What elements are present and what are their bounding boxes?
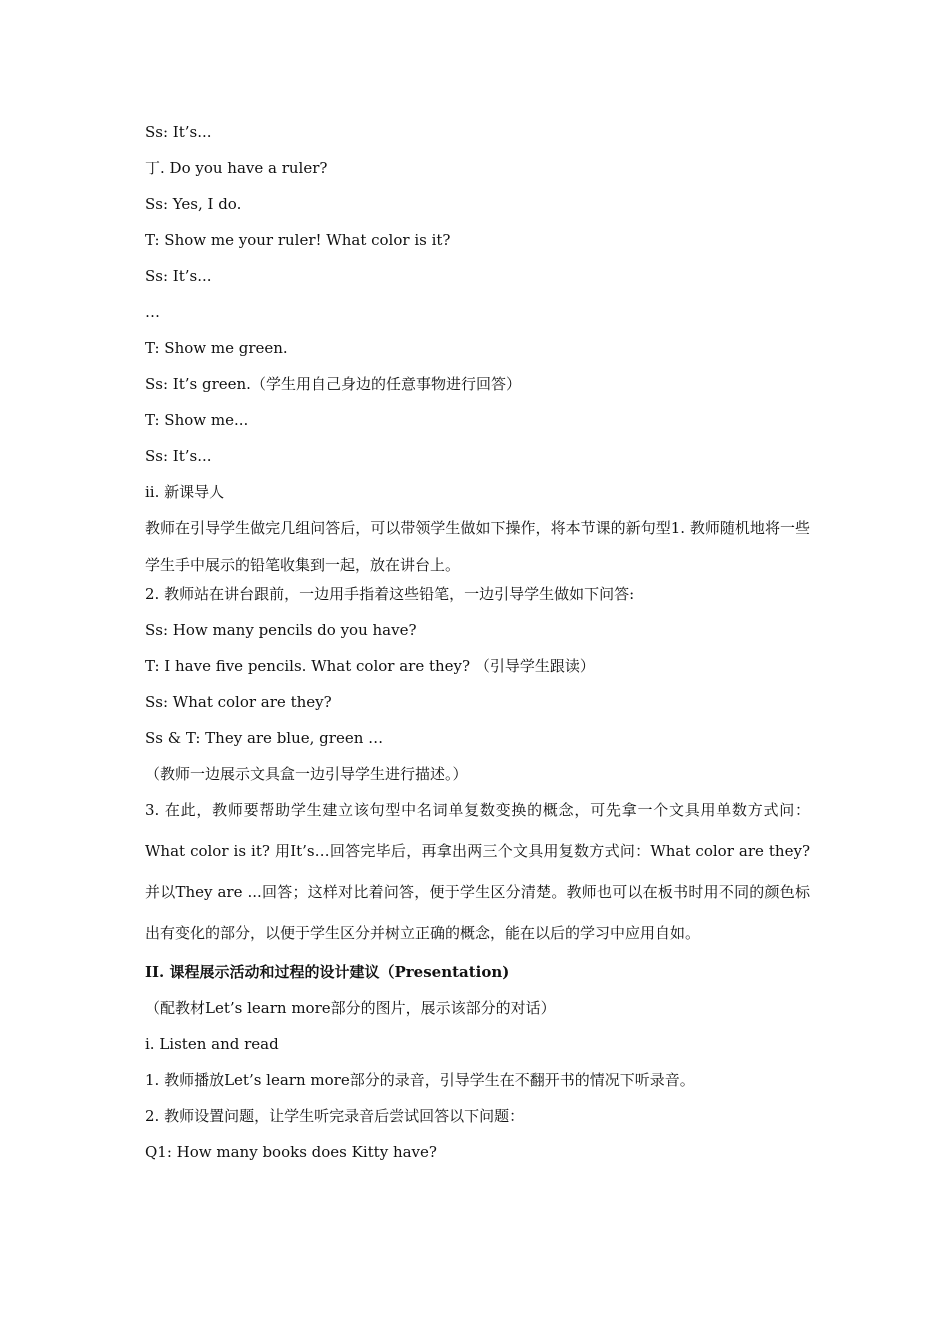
- dialogue-line: Ss: It’s green.（学生用自己身边的任意事物进行回答）: [145, 375, 521, 393]
- section-heading: II. 课程展示活动和过程的设计建议（Presentation): [145, 963, 510, 981]
- paragraph-line: 1. 教师播放Let’s learn more部分的录音，引导学生在不翻开书的情况下听录音。: [145, 1071, 695, 1089]
- dialogue-line: Ss: Yes, I do.: [145, 195, 242, 213]
- question-line: Q1: How many books does Kitty have?: [145, 1143, 437, 1161]
- dialogue-line: T: Show me your ruler! What color is it?: [145, 231, 451, 249]
- dialogue-line: T: Show me...: [145, 411, 249, 429]
- dialogue-line: Ss: It’s...: [145, 267, 212, 285]
- dialogue-line: Ss & T: They are blue, green …: [145, 729, 384, 747]
- dialogue-line: Ss: How many pencils do you have?: [145, 621, 417, 639]
- paragraph: 3. 在此，教师要帮助学生建立该句型中名词单复数变换的概念，可先拿一个文具用单数方式问：What color is it? 用It’s…回答完毕后，再拿出两三个文具用复数方式问：What color are they? 并以They are ...回答；这样对比着问答，便于学生区分清楚。教师也可以在板书时用不同的颜色标出有变化的部分，以便于学生区分并树立正确的概念，能在以后的学习中应用自如。: [145, 801, 810, 942]
- dialogue-line: T: Show me green.: [145, 339, 288, 357]
- paragraph-line: （教师一边展示文具盒一边引导学生进行描述。）: [145, 765, 468, 783]
- dialogue-line: 丁. Do you have a ruler?: [145, 159, 328, 177]
- document-body: [145, 122, 810, 1162]
- section-subheading: i. Listen and read: [145, 1035, 279, 1053]
- paragraph: 教师在引导学生做完几组问答后，可以带领学生做如下操作，将本节课的新句型1. 教师随机地将一些学生手中展示的铅笔收集到一起，放在讲台上。: [145, 519, 810, 574]
- paragraph-line: （配教材Let’s learn more部分的图片，展示该部分的对话）: [145, 999, 556, 1017]
- dialogue-line: T: I have five pencils. What color are they? （引导学生跟读）: [145, 657, 595, 675]
- dialogue-line: Ss: It’s...: [145, 447, 212, 465]
- dialogue-line: Ss: What color are they?: [145, 693, 332, 711]
- paragraph-line: 2. 教师站在讲台跟前，一边用手指着这些铅笔，一边引导学生做如下问答:: [145, 585, 635, 603]
- ellipsis-line: …: [145, 303, 160, 321]
- dialogue-line: Ss: It’s...: [145, 123, 212, 141]
- paragraph-line: 2. 教师设置问题，让学生听完录音后尝试回答以下问题：: [145, 1107, 525, 1125]
- section-subheading: ii. 新课导人: [145, 483, 225, 501]
